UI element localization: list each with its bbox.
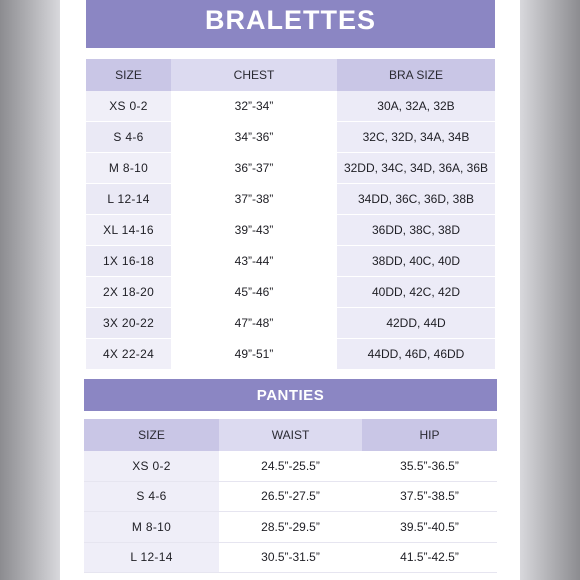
size-chart-page (60, 0, 520, 580)
hip-cell: 35.5”-36.5” (362, 451, 497, 481)
size-cell: S 4-6 (86, 122, 171, 152)
bra-size-cell: 42DD, 44D (337, 308, 495, 338)
table-row (86, 277, 495, 308)
right-blur-margin (520, 0, 580, 580)
size-cell: XL 14-16 (86, 215, 171, 245)
chest-cell: 34”-36” (171, 122, 337, 152)
chest-cell: 32”-34” (171, 91, 337, 121)
chest-cell: 47”-48” (171, 308, 337, 338)
size-cell: 4X 22-24 (86, 339, 171, 369)
hip-cell: 39.5”-40.5” (362, 512, 497, 542)
bra-size-cell: 34DD, 36C, 36D, 38B (337, 184, 495, 214)
bra-size-cell: 32DD, 34C, 34D, 36A, 36B (337, 153, 495, 183)
size-cell: 2X 18-20 (86, 277, 171, 307)
panties-title: PANTIES (84, 379, 497, 411)
table-header-row (86, 59, 495, 91)
header-bra-size: BRA SIZE (337, 59, 495, 91)
table-row (86, 91, 495, 122)
header-hip: HIP (362, 419, 497, 451)
header-size: SIZE (86, 59, 171, 91)
table-row (86, 215, 495, 246)
table-row (86, 246, 495, 277)
table-row (84, 482, 497, 513)
size-cell: 3X 20-22 (86, 308, 171, 338)
bra-size-cell: 44DD, 46D, 46DD (337, 339, 495, 369)
header-chest: CHEST (171, 59, 337, 91)
size-cell: L 12-14 (86, 184, 171, 214)
bralettes-title: BRALETTES (86, 0, 495, 48)
table-row (84, 451, 497, 482)
left-blur-margin (0, 0, 60, 580)
header-waist: WAIST (219, 419, 362, 451)
table-row (86, 308, 495, 339)
table-row (86, 339, 495, 370)
table-row (84, 512, 497, 543)
size-cell: M 8-10 (86, 153, 171, 183)
size-cell: 1X 16-18 (86, 246, 171, 276)
chest-cell: 43”-44” (171, 246, 337, 276)
table-row (86, 184, 495, 215)
chest-cell: 49”-51” (171, 339, 337, 369)
waist-cell: 28.5”-29.5” (219, 512, 362, 542)
size-cell: S 4-6 (84, 482, 219, 512)
waist-cell: 24.5”-25.5” (219, 451, 362, 481)
size-cell: M 8-10 (84, 512, 219, 542)
chest-cell: 39”-43” (171, 215, 337, 245)
waist-cell: 26.5”-27.5” (219, 482, 362, 512)
hip-cell: 37.5”-38.5” (362, 482, 497, 512)
chest-cell: 37”-38” (171, 184, 337, 214)
panties-table (84, 419, 497, 573)
bra-size-cell: 38DD, 40C, 40D (337, 246, 495, 276)
hip-cell: 41.5”-42.5” (362, 543, 497, 573)
waist-cell: 30.5”-31.5” (219, 543, 362, 573)
size-cell: XS 0-2 (86, 91, 171, 121)
header-size: SIZE (84, 419, 219, 451)
table-row (84, 543, 497, 574)
bra-size-cell: 40DD, 42C, 42D (337, 277, 495, 307)
chest-cell: 45”-46” (171, 277, 337, 307)
table-row (86, 122, 495, 153)
bra-size-cell: 32C, 32D, 34A, 34B (337, 122, 495, 152)
size-cell: L 12-14 (84, 543, 219, 573)
table-header-row (84, 419, 497, 451)
size-cell: XS 0-2 (84, 451, 219, 481)
bra-size-cell: 30A, 32A, 32B (337, 91, 495, 121)
bralettes-table (86, 59, 495, 370)
bra-size-cell: 36DD, 38C, 38D (337, 215, 495, 245)
chest-cell: 36”-37” (171, 153, 337, 183)
table-row (86, 153, 495, 184)
